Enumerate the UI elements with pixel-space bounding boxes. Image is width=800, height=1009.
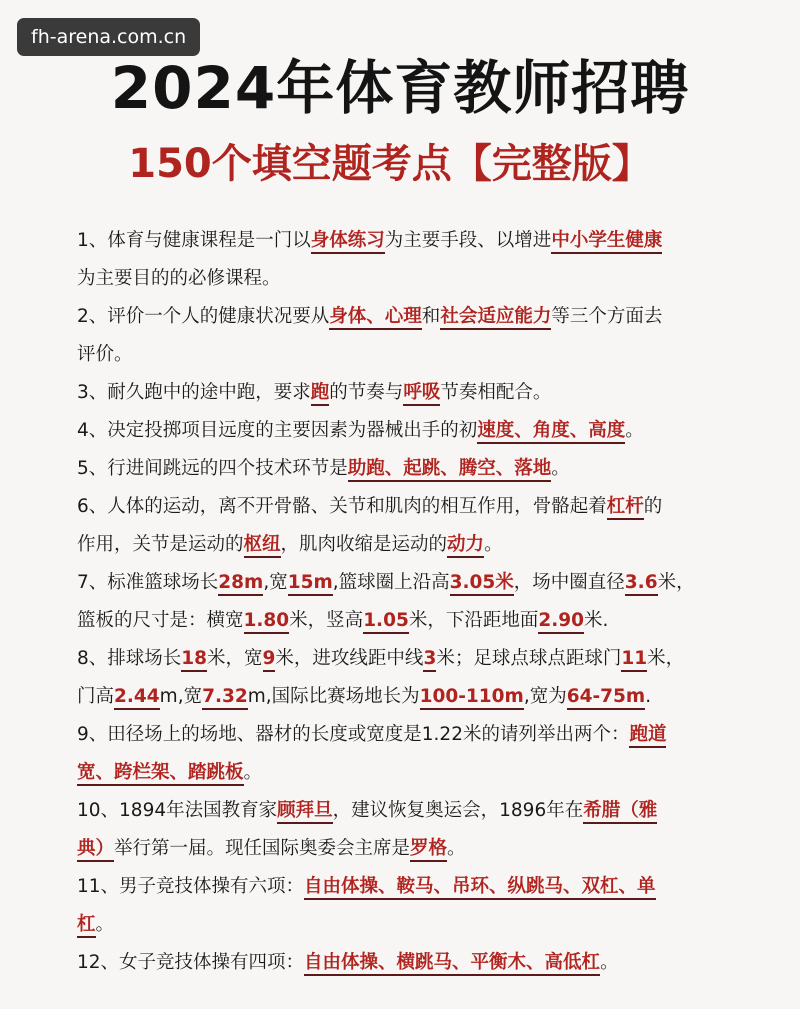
question-text: 6、人体的运动，离不开骨骼、关节和肌肉的相互作用，骨骼起着 [77,496,607,517]
question-item [77,298,729,374]
question-line [77,602,729,640]
question-line [77,260,729,298]
question-text: 7、标准篮球场长 [77,572,219,593]
answer-text: 3.6 [625,572,658,596]
question-item [77,868,729,944]
question-text: 作用，关节是运动的 [77,534,244,555]
question-text: 8、排球场长 [77,648,182,669]
watermark: fh-arena.com.cn [17,18,200,56]
answer-text: 15m [288,572,333,596]
question-line [77,830,729,868]
question-text: 12、女子竞技体操有四项： [77,952,305,973]
question-line [77,640,729,678]
question-text: 3、耐久跑中的途中跑，要求 [77,382,311,403]
question-text: 和 [421,306,441,327]
question-text: 。 [625,420,644,441]
answer-text: 典） [77,838,114,862]
question-text: 。 [600,952,619,973]
question-text: m,宽 [159,686,203,707]
question-line [77,298,729,336]
question-line [77,374,729,412]
question-text: 评价。 [77,344,133,365]
question-line [77,412,729,450]
question-line [77,906,729,944]
question-text: 米，宽 [207,648,263,669]
question-text: 9、田径场上的场地、器材的长度或宽度是1.22米的请列举出两个： [77,724,630,745]
question-text: 米，竖高 [289,610,364,631]
question-text: 的 [643,496,663,517]
answer-text: 64-75m [567,686,645,710]
answer-text: 3.05米 [450,572,514,596]
question-text: 等三个方面去 [551,306,663,327]
answer-text: 呼吸 [403,382,440,406]
question-line [77,944,729,982]
question-text: 。 [447,838,466,859]
question-line [77,488,729,526]
page-subtitle: 150个填空题考点【完整版】 [128,141,652,187]
answer-text: 跑 [311,382,330,406]
question-text: 4、决定投掷项目远度的主要因素为器械出手的初 [77,420,478,441]
question-text: 节奏相配合。 [440,382,552,403]
question-text: ，肌肉收缩是运动的 [280,534,448,555]
answer-text: 杠杆 [607,496,644,520]
answer-text: 希腊（雅 [583,800,657,824]
question-text: 。 [551,458,570,479]
answer-text: 顾拜旦 [277,800,333,824]
question-text: ，场中圈直径 [513,572,625,593]
question-text: 篮板的尺寸是：横宽 [77,610,244,631]
answer-text: 枢纽 [244,534,281,558]
question-text: 米， [647,648,685,669]
answer-text: 罗格 [410,838,447,862]
answer-text: 11 [621,648,647,672]
question-line [77,336,729,374]
question-text: 米，下沿距地面 [408,610,539,631]
question-text: ，建议恢复奥运会，1896年在 [332,800,584,821]
answer-text: 3 [423,648,436,672]
question-text: 米；足球点球点距球门 [436,648,622,669]
question-line [77,754,729,792]
answer-text: 2.90 [538,610,584,634]
question-text: 为主要手段、以增进 [384,230,552,251]
answer-text: 中小学生健康 [551,230,662,254]
answer-text: 100-110m [420,686,524,710]
question-text: ,篮球圈上沿高 [332,572,450,593]
page-title: 2024年体育教师招聘 [110,54,690,122]
question-text: 门高 [77,686,115,707]
question-text: 。 [95,914,115,935]
answer-text: 身体、心理 [329,306,422,330]
question-item [77,944,729,982]
answer-text: 自由体操、鞍马、吊环、纵跳马、双杠、单 [304,876,656,900]
question-line [77,716,729,754]
answer-text: 杠 [77,914,96,938]
question-item [77,792,729,868]
question-item [77,222,729,298]
question-text: 为主要目的的必修课程。 [77,268,281,289]
answer-text: 28m [218,572,263,596]
answer-text: 速度、角度、高度 [477,420,625,444]
answer-text: 助跑、起跳、腾空、落地 [348,458,552,482]
question-text: . [645,686,652,707]
answer-text: 身体练习 [311,230,385,254]
answer-text: 7.32 [202,686,248,710]
question-text: 5、行进间跳远的四个技术环节是 [77,458,348,479]
question-text: ,宽 [263,572,288,593]
question-text: 1、体育与健康课程是一门以 [77,230,311,251]
answer-text: 1.05 [363,610,409,634]
question-text: 2、评价一个人的健康状况要从 [77,306,330,327]
question-text: 举行第一届。现任国际奥委会主席是 [114,838,411,859]
question-item [77,640,729,716]
question-text: 米. [584,610,609,631]
question-list [77,222,729,982]
answer-text: 动力 [447,534,484,558]
question-line [77,792,729,830]
question-text: 。 [484,534,503,555]
question-text: 。 [243,762,263,783]
answer-text: 2.44 [114,686,160,710]
question-text: ,宽为 [523,686,567,707]
question-text: m,国际比赛场地长为 [247,686,420,707]
question-line [77,222,729,260]
question-text: 米， [657,572,695,593]
question-item [77,488,729,564]
question-line [77,450,729,488]
question-line [77,526,729,564]
question-item [77,450,729,488]
question-item [77,716,729,792]
answer-text: 1.80 [244,610,290,634]
question-item [77,374,729,412]
question-line [77,868,729,906]
question-line [77,564,729,602]
answer-text: 跑道 [629,724,666,748]
answer-text: 宽、跨栏架、踏跳板 [77,762,244,786]
question-line [77,678,729,716]
question-item [77,564,729,640]
answer-text: 自由体操、横跳马、平衡木、高低杠 [304,952,600,976]
answer-text: 9 [263,648,276,672]
answer-text: 社会适应能力 [440,306,551,330]
question-item [77,412,729,450]
question-text: 11、男子竞技体操有六项： [77,876,305,897]
question-text: 10、1894年法国教育家 [77,800,278,821]
question-text: 米，进攻线距中线 [275,648,424,669]
question-text: 的节奏与 [329,382,404,403]
answer-text: 18 [181,648,207,672]
